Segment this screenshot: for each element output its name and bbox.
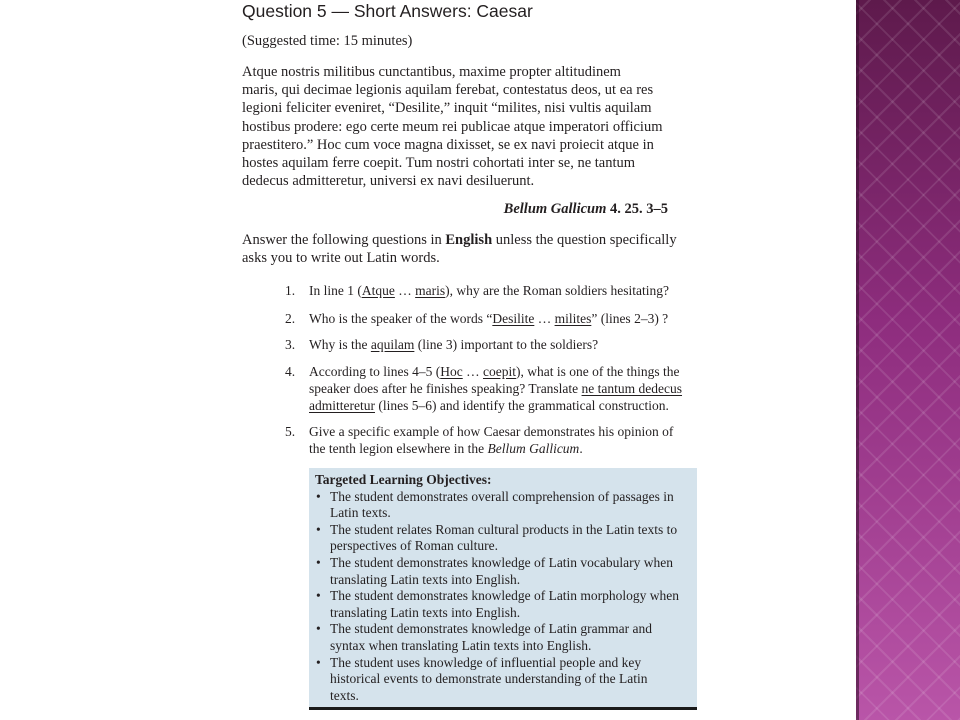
- instructions-text: unless the question specifically: [492, 232, 677, 248]
- question-segment: …: [534, 311, 555, 326]
- question-segment: Who is the speaker of the words “: [309, 311, 493, 326]
- bullet-icon: •: [316, 588, 321, 604]
- passage-line: Atque nostris militibus cunctantibus, maxime propter altitudinem: [242, 64, 621, 80]
- instructions-emphasis: English: [445, 232, 493, 248]
- question-line: Give a specific example of how Caesar demonstrates his opinion of: [309, 424, 674, 439]
- objective-line: translating Latin texts into English.: [330, 571, 521, 587]
- instructions: [242, 231, 712, 267]
- bullet-icon: •: [316, 521, 321, 537]
- bullet-icon: •: [316, 621, 321, 637]
- question-segment: the tenth legion elsewhere in the: [309, 441, 488, 456]
- bullet-icon: •: [316, 654, 321, 670]
- objective-line: translating Latin texts into English.: [330, 604, 521, 620]
- question-segment: .: [579, 441, 583, 456]
- question-line: [309, 336, 709, 353]
- objective-line: historical events to demonstrate understanding of the Latin: [330, 671, 648, 687]
- objective-item: [315, 555, 689, 588]
- question-segment: ), what is one of the things the: [515, 364, 680, 379]
- objective-line: The student relates Roman cultural products in the Latin texts to: [330, 521, 678, 537]
- objective-line: texts.: [330, 687, 359, 703]
- question-line: [309, 282, 709, 299]
- decorative-purple-pattern: [856, 0, 960, 720]
- underlined-latin: Hoc: [440, 364, 463, 379]
- instructions-text: Answer the following questions in: [242, 232, 446, 248]
- question-text: [309, 423, 709, 457]
- question-number: 2.: [285, 311, 296, 326]
- question-segment: In line 1 (: [309, 283, 362, 298]
- question-number: 4.: [285, 364, 296, 379]
- work-title: Bellum Gallicum: [487, 441, 580, 456]
- question-segment: According to lines 4–5 (: [309, 364, 441, 379]
- question-text: [309, 310, 709, 327]
- bullet-icon: •: [316, 488, 321, 504]
- objective-item: [315, 621, 689, 654]
- learning-objectives-box: [309, 468, 697, 710]
- suggested-time: (Suggested time: 15 minutes): [242, 33, 413, 49]
- question-number: 1.: [285, 283, 296, 298]
- objective-line: The student demonstrates overall comprehension of passages in: [330, 488, 674, 504]
- question-segment: (lines 5–6) and identify the grammatical construction.: [374, 398, 669, 413]
- question-segment: …: [394, 283, 416, 298]
- underlined-latin: admitteretur: [309, 398, 375, 413]
- objective-line: The student uses knowledge of influential people and key: [330, 654, 642, 670]
- objective-item: [315, 522, 689, 555]
- passage-line: hostibus prodere: ego certe meum rei publicae atque imperatori officium: [242, 118, 663, 135]
- objective-item: [315, 588, 689, 621]
- underlined-latin: milites: [554, 311, 592, 326]
- question-line: [309, 380, 709, 397]
- citation-work: Bellum Gallicum: [503, 201, 607, 217]
- question-segment: (line 3) important to the soldiers?: [414, 337, 599, 352]
- question-line: [309, 310, 709, 327]
- objective-line: The student demonstrates knowledge of Latin grammar and: [330, 621, 653, 637]
- objective-item: [315, 489, 689, 522]
- objective-line: perspectives of Roman culture.: [330, 538, 498, 554]
- question-segment: …: [462, 364, 483, 379]
- decorative-border: [856, 0, 859, 720]
- question-title: Question 5 — Short Answers: Caesar: [242, 1, 533, 21]
- underlined-latin: ne tantum dedecus: [581, 381, 683, 396]
- underlined-latin: Atque: [361, 283, 395, 298]
- instructions-line: [242, 231, 712, 249]
- passage-line: praestitero.” Hoc cum voce magna dixisset, se ex navi proiecit atque in: [242, 136, 654, 153]
- question-segment: ), why are the Roman soldiers hesitating?: [445, 283, 669, 298]
- question-number: 3.: [285, 337, 296, 352]
- bullet-icon: •: [316, 554, 321, 570]
- objective-line: The student demonstrates knowledge of Latin vocabulary when: [330, 554, 674, 570]
- question-segment: ” (lines 2–3) ?: [591, 311, 669, 326]
- objective-item: [315, 655, 689, 705]
- underlined-latin: Desilite: [492, 311, 535, 326]
- citation-reference: 4. 25. 3–5: [606, 201, 668, 217]
- objective-line: The student demonstrates knowledge of Latin morphology when: [330, 588, 680, 604]
- question-line: [309, 363, 709, 380]
- objectives-title: Targeted Learning Objectives:: [315, 472, 492, 487]
- question-segment: speaker does after he finishes speaking? Translate: [309, 381, 582, 396]
- question-line: [309, 397, 709, 414]
- passage-line: maris, qui decimae legionis aquilam ferebat, contestatus deos, ut ea res: [242, 82, 654, 99]
- underlined-latin: coepit: [482, 364, 516, 379]
- passage-citation: [504, 201, 668, 218]
- underlined-latin: maris: [415, 283, 446, 298]
- question-text: [309, 282, 709, 299]
- latin-passage: [242, 63, 712, 190]
- question-text: [309, 336, 709, 353]
- question-line: [309, 440, 709, 457]
- underlined-latin: aquilam: [370, 337, 415, 352]
- question-segment: Why is the: [309, 337, 371, 352]
- passage-line: legioni feliciter eveniret, “Desilite,” inquit “milites, nisi vultis aquilam: [242, 100, 652, 117]
- objectives-list: [315, 489, 689, 705]
- objective-line: Latin texts.: [330, 505, 391, 521]
- question-number: 5.: [285, 424, 296, 439]
- instructions-line: asks you to write out Latin words.: [242, 250, 440, 267]
- passage-line: hostes aquilam ferre coepit. Tum nostri cohortati inter se, ne tantum: [242, 155, 636, 172]
- objective-line: syntax when translating Latin texts into English.: [330, 637, 592, 653]
- question-text: [309, 363, 709, 414]
- passage-line: dedecus admitteretur, universi ex navi desiluerunt.: [242, 173, 535, 190]
